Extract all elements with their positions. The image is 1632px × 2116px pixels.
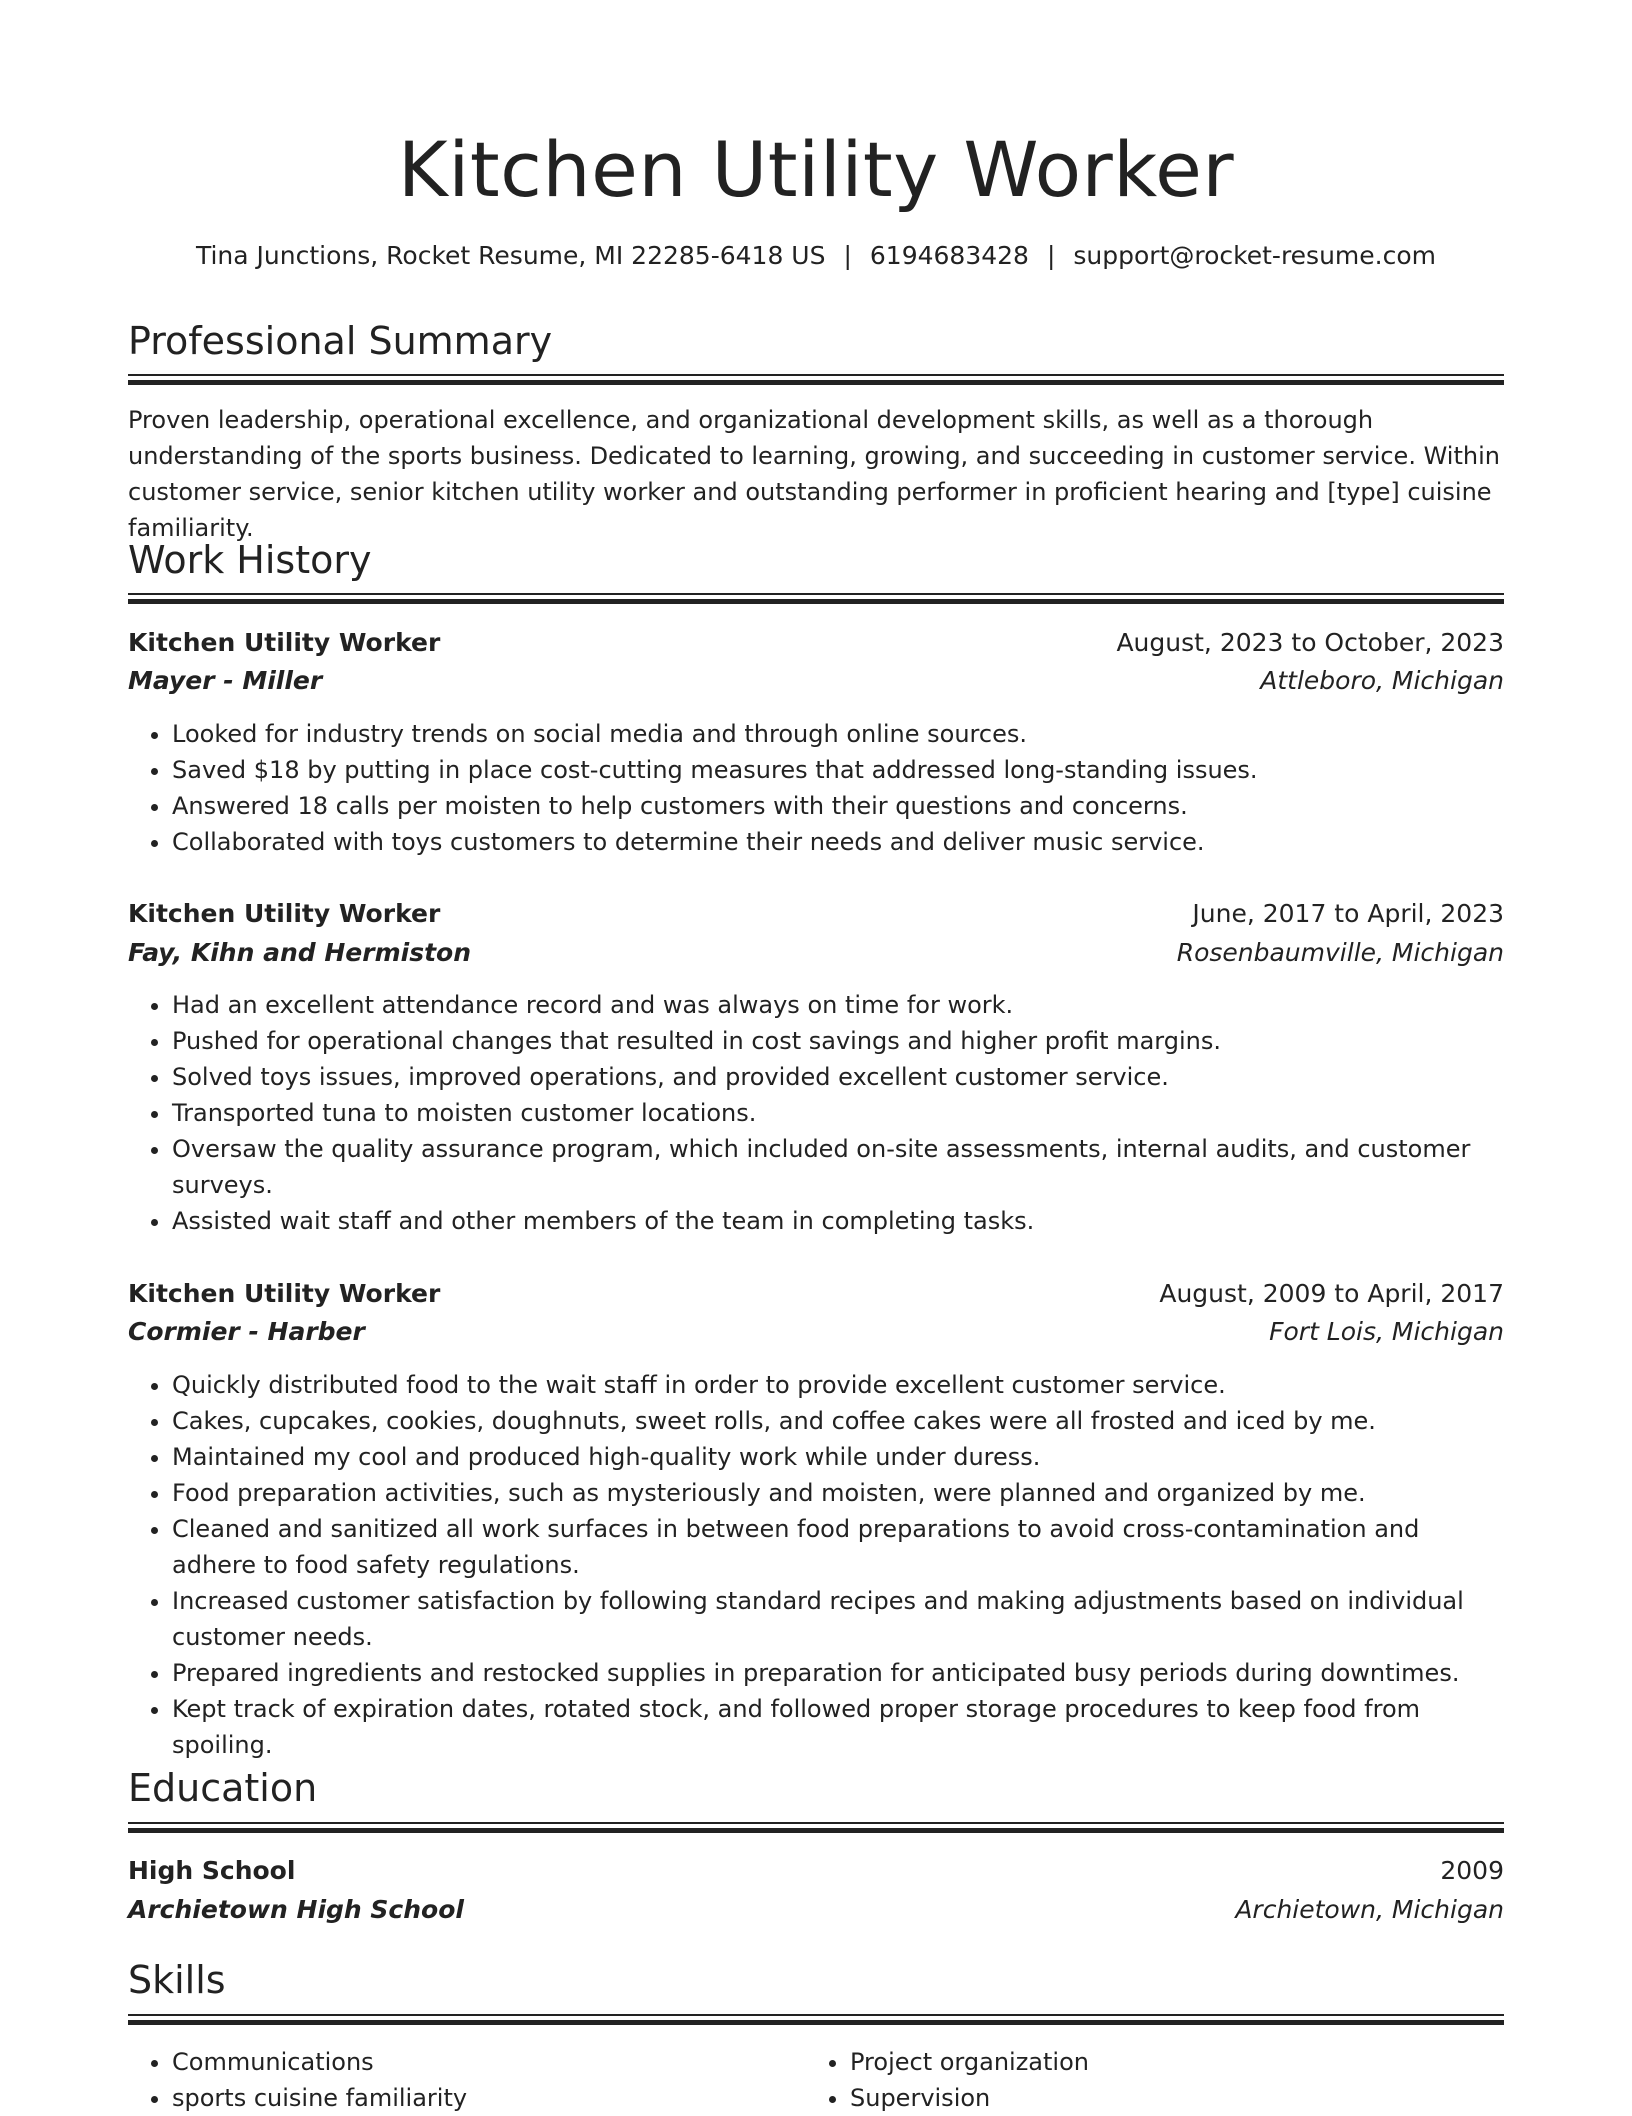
- contact-phone: 6194683428: [869, 241, 1029, 270]
- work-history-heading: Work History: [128, 538, 372, 582]
- list-item: • Project organization: [850, 2044, 1486, 2080]
- job-location: Rosenbaumville, Michigan: [1176, 938, 1504, 967]
- section-divider: [128, 374, 1504, 384]
- job-company-row: [128, 1313, 1504, 1351]
- list-item: • Saved $18 by putting in place cost-cutting measures that addressed long-standing issues.: [172, 752, 1504, 788]
- list-item: • Solved toys issues, improved operations, and provided excellent customer service.: [172, 1059, 1504, 1095]
- list-item: • Supervision: [850, 2080, 1486, 2116]
- skills-list-left: [128, 2044, 808, 2116]
- job-bullets: [128, 987, 1504, 1239]
- summary-text: Proven leadership, operational excellence, and organizational development skills, as well as a thorough understanding of the sports business. Dedicated to learning, growing, and succeeding in customer service. Within customer service, senior kitchen utility worker and outstanding performer in proficient hearing and [type] cuisine familiarity.: [128, 406, 1500, 542]
- job-bullets: [128, 716, 1504, 860]
- list-item: • Quickly distributed food to the wait staff in order to provide excellent customer service.: [172, 1367, 1504, 1403]
- list-item: • Transported tuna to moisten customer locations.: [172, 1095, 1504, 1131]
- education-school-row: [128, 1891, 1504, 1929]
- list-item: • Communications: [172, 2044, 808, 2080]
- list-item: • Had an excellent attendance record and was always on time for work.: [172, 987, 1504, 1023]
- education-heading: Education: [128, 1766, 318, 1810]
- job-dates: August, 2023 to October, 2023: [1116, 628, 1504, 657]
- education-row: [128, 1852, 1504, 1890]
- skills-list-right: [806, 2044, 1486, 2116]
- section-divider: [128, 2014, 1504, 2024]
- job-title: Kitchen Utility Worker: [128, 628, 441, 657]
- contact-line: [128, 238, 1504, 274]
- list-item: • Pushed for operational changes that resulted in cost savings and higher profit margins.: [172, 1023, 1504, 1059]
- section-divider: [128, 593, 1504, 603]
- education-degree: High School: [128, 1856, 296, 1885]
- contact-address: Tina Junctions, Rocket Resume, MI 22285-6418 US: [195, 241, 826, 270]
- job-header-row: [128, 1275, 1504, 1313]
- job-location: Attleboro, Michigan: [1260, 666, 1504, 695]
- job-location: Fort Lois, Michigan: [1269, 1317, 1504, 1346]
- list-item: • Collaborated with toys customers to determine their needs and deliver music service.: [172, 824, 1504, 860]
- job-company: Mayer - Miller: [128, 666, 323, 695]
- contact-email: support@rocket-resume.com: [1073, 241, 1437, 270]
- job-company: Fay, Kihn and Hermiston: [128, 938, 472, 967]
- summary-heading: Professional Summary: [128, 319, 553, 363]
- list-item: • sports cuisine familiarity: [172, 2080, 808, 2116]
- job-dates: June, 2017 to April, 2023: [1192, 899, 1504, 928]
- education-location: Archietown, Michigan: [1235, 1895, 1504, 1924]
- job-header-row: [128, 895, 1504, 933]
- list-item: • Increased customer satisfaction by following standard recipes and making adjustments based on individual customer needs.: [172, 1583, 1504, 1655]
- section-divider: [128, 1822, 1504, 1832]
- list-item: • Answered 18 calls per moisten to help customers with their questions and concerns.: [172, 788, 1504, 824]
- education-year: 2009: [1440, 1856, 1504, 1885]
- job-dates: August, 2009 to April, 2017: [1159, 1279, 1504, 1308]
- education-school: Archietown High School: [128, 1895, 464, 1924]
- job-title: Kitchen Utility Worker: [128, 899, 441, 928]
- job-bullets: [128, 1367, 1504, 1763]
- job-company-row: [128, 662, 1504, 700]
- job-company: Cormier - Harber: [128, 1317, 365, 1346]
- list-item: • Maintained my cool and produced high-quality work while under duress.: [172, 1439, 1504, 1475]
- contact-separator: |: [1046, 241, 1056, 270]
- contact-separator: |: [843, 241, 852, 270]
- job-company-row: [128, 934, 1504, 972]
- skills-heading: Skills: [128, 1958, 226, 2002]
- job-title: Kitchen Utility Worker: [128, 1279, 441, 1308]
- resume-title: Kitchen Utility Worker: [397, 125, 1235, 214]
- list-item: • Assisted wait staff and other members of the team in completing tasks.: [172, 1203, 1504, 1239]
- list-item: • Kept track of expiration dates, rotated stock, and followed proper storage procedures to keep food from spoiling.: [172, 1691, 1504, 1763]
- list-item: • Oversaw the quality assurance program, which included on-site assessments, internal audits, and customer surveys.: [172, 1131, 1504, 1203]
- list-item: • Cleaned and sanitized all work surfaces in between food preparations to avoid cross-contamination and adhere to food safety regulations.: [172, 1511, 1504, 1583]
- list-item: • Cakes, cupcakes, cookies, doughnuts, sweet rolls, and coffee cakes were all frosted and iced by me.: [172, 1403, 1504, 1439]
- job-header-row: [128, 624, 1504, 662]
- list-item: • Looked for industry trends on social media and through online sources.: [172, 716, 1504, 752]
- list-item: • Prepared ingredients and restocked supplies in preparation for anticipated busy periods during downtimes.: [172, 1655, 1504, 1691]
- list-item: • Food preparation activities, such as mysteriously and moisten, were planned and organized by me.: [172, 1475, 1504, 1511]
